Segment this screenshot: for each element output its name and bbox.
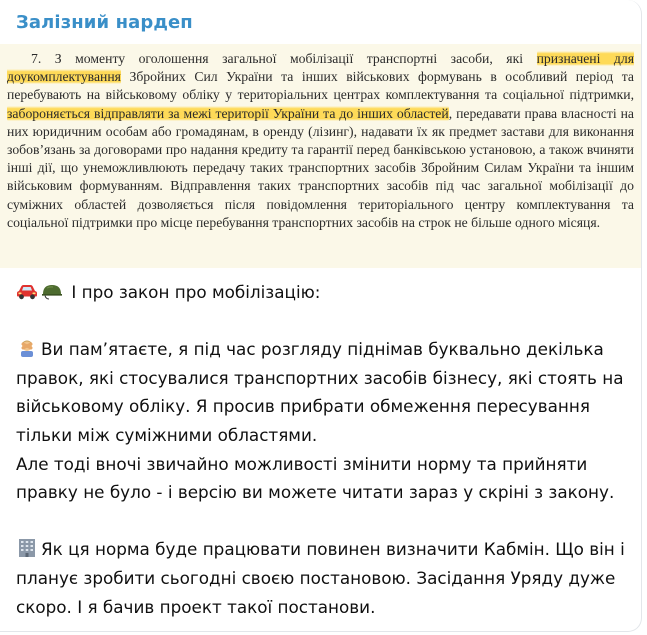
law-text-highlight: призначені для доукомплектування — [7, 51, 634, 85]
facepalm-man-icon — [16, 339, 38, 357]
message-text — [16, 278, 628, 621]
intro-text: І про закон про мобілізацію: — [66, 282, 321, 302]
message-line-intro — [16, 278, 628, 307]
paragraph-text: Як ця норма буде працювати повинен визначити Кабмін. Що він і планує зробити сьогодні своєю постановою. Засідання Уряду дуже скоро. І я бачив проект такої постанови. — [16, 539, 625, 617]
law-screenshot-image[interactable] — [0, 44, 641, 268]
office-building-icon — [16, 539, 38, 557]
law-text-highlight: забороняється відправляти за межі території України та до інших областей — [7, 105, 449, 121]
paragraph-spacer — [16, 507, 628, 536]
paragraph-text: Ви пам’ятаєте, я під час розгляду піднімав буквально декілька правок, які стосувалися транспортних засобів бізнесу, які стоять на військовому обліку. Я просив прибрати обмеження пересування тільки між суміжними областями. — [16, 339, 624, 445]
military-helmet-icon — [41, 282, 63, 300]
law-text — [7, 50, 634, 232]
law-text-segment: , передавати права власності на них юридичним особам або громадянам, в оренду (лізинг), надавати їх як предмет застави для виконання зобов’язань за договорами про надання кредиту та гарантії перед банківською установою, а також вчиняти інші дії, що унеможливлюють передачу таких транспортних засобів Збройним Силам України та іншим військовим формуванням. Відправлення таких транспортних засобів під час загальної мобілізації до суміжних областей дозволяється після повідомлення територіального центру комплектування та соціальної підтримки про місце перебування транспортних засобів на строк не більше одного місяця. — [7, 105, 634, 230]
law-text-segment: Збройних Сил України та інших військових формувань в особливий період та перебувають на військовому обліку у територіальних центрах комплектування та соціальної підтримки, — [7, 69, 634, 103]
message-paragraph — [16, 450, 628, 507]
paragraph-spacer — [16, 307, 628, 336]
message-paragraph — [16, 335, 628, 449]
law-text-segment: 7. З моменту оголошення загальної мобілізації транспортні засоби, які — [31, 51, 537, 66]
paragraph-text: Але тоді вночі звичайно можливості змінити норму та прийняти правку не було - і версію ви можете читати зараз у скріні з закону. — [16, 453, 615, 503]
car-icon — [16, 282, 38, 300]
message-paragraph — [16, 535, 628, 621]
channel-name[interactable]: Залізний нардеп — [16, 12, 193, 33]
